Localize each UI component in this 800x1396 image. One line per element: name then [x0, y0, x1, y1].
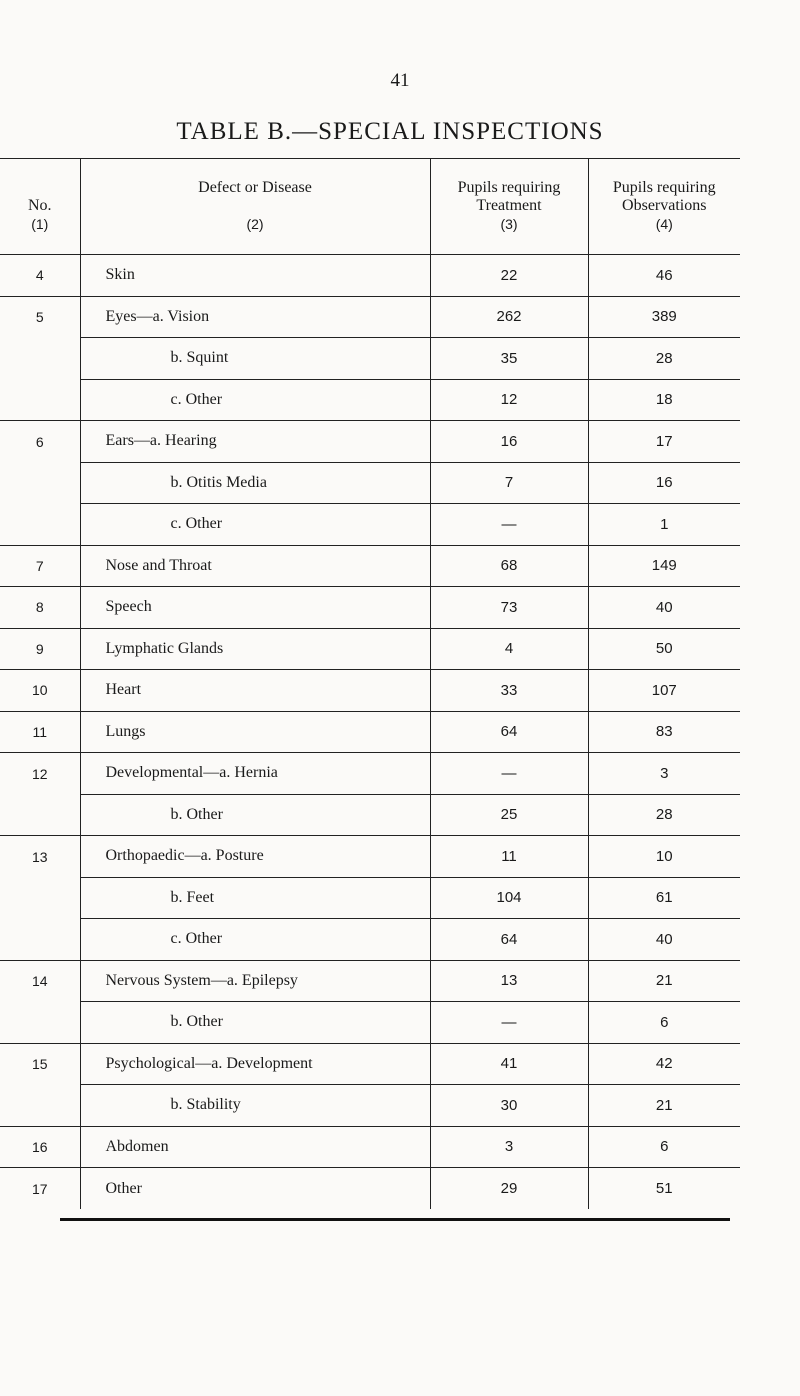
- defect-cell: [80, 1085, 430, 1127]
- row-number: 7: [0, 545, 80, 587]
- row-number: [0, 1002, 80, 1044]
- table-row: [0, 1126, 740, 1168]
- defect-label: Nose and Throat: [105, 556, 212, 574]
- table-row: [0, 1043, 740, 1085]
- treatment-count: 22: [430, 255, 588, 297]
- row-number: 12: [0, 753, 80, 795]
- treatment-count: 3: [430, 1126, 588, 1168]
- table-row: [0, 255, 740, 297]
- defect-label: Speech: [105, 598, 152, 616]
- observations-count: 61: [588, 877, 740, 919]
- observations-count: 18: [588, 379, 740, 421]
- observations-count: 21: [588, 960, 740, 1002]
- header-row: [0, 159, 740, 255]
- table-row: [0, 1168, 740, 1210]
- row-number: [0, 919, 80, 961]
- row-number: [0, 794, 80, 836]
- bottom-rule: [60, 1218, 730, 1221]
- treatment-count: 7: [430, 462, 588, 504]
- row-number: 4: [0, 255, 80, 297]
- row-number: 10: [0, 670, 80, 712]
- defect-cell: [80, 462, 430, 504]
- treatment-count: —: [430, 1002, 588, 1044]
- treatment-count: 104: [430, 877, 588, 919]
- table-row: [0, 545, 740, 587]
- table-row: [0, 587, 740, 629]
- defect-label: Nervous System—a. Epilepsy: [105, 971, 298, 989]
- defect-label: c. Other: [170, 390, 223, 408]
- treatment-count: 4: [430, 628, 588, 670]
- page-number: 41: [390, 70, 410, 91]
- observations-count: 40: [588, 919, 740, 961]
- observations-count: 46: [588, 255, 740, 297]
- row-number: 13: [0, 836, 80, 878]
- treatment-count: 41: [430, 1043, 588, 1085]
- defect-label: b. Feet: [170, 888, 215, 906]
- row-number: 11: [0, 711, 80, 753]
- treatment-count: 12: [430, 379, 588, 421]
- table-row: [0, 421, 740, 463]
- table-row: [0, 338, 740, 380]
- treatment-count: 11: [430, 836, 588, 878]
- defect-cell: [80, 504, 430, 546]
- header-observations-line1: Pupils requiring: [612, 179, 716, 196]
- observations-count: 1: [588, 504, 740, 546]
- defect-label: Abdomen: [105, 1137, 169, 1155]
- defect-label: Ears—a. Hearing: [105, 432, 217, 450]
- defect-cell: [80, 877, 430, 919]
- header-no-label: No.: [27, 197, 52, 214]
- defect-cell: [80, 421, 430, 463]
- treatment-count: 262: [430, 296, 588, 338]
- defect-cell: [80, 960, 430, 1002]
- treatment-count: 16: [430, 421, 588, 463]
- table-row: [0, 628, 740, 670]
- defect-cell: [80, 338, 430, 380]
- defect-cell: [80, 1168, 430, 1210]
- header-treatment-num: (3): [500, 216, 518, 232]
- observations-count: 389: [588, 296, 740, 338]
- observations-count: 83: [588, 711, 740, 753]
- header-defect: [80, 159, 430, 255]
- row-number: 8: [0, 587, 80, 629]
- table-row: [0, 462, 740, 504]
- observations-count: 6: [588, 1002, 740, 1044]
- defect-label: Heart: [105, 681, 142, 699]
- observations-count: 28: [588, 338, 740, 380]
- defect-label: b. Squint: [170, 349, 229, 367]
- defect-label: Orthopaedic—a. Posture: [105, 847, 264, 865]
- observations-count: 6: [588, 1126, 740, 1168]
- defect-label: b. Other: [170, 805, 223, 823]
- treatment-count: 64: [430, 711, 588, 753]
- row-number: 15: [0, 1043, 80, 1085]
- header-no-num: (1): [31, 216, 49, 232]
- header-observations: [588, 159, 740, 255]
- row-number: 6: [0, 421, 80, 463]
- defect-label: Lungs: [105, 722, 146, 740]
- defect-label: Skin: [105, 266, 135, 284]
- observations-count: 40: [588, 587, 740, 629]
- defect-cell: [80, 255, 430, 297]
- table-row: [0, 296, 740, 338]
- row-number: [0, 379, 80, 421]
- row-number: 17: [0, 1168, 80, 1210]
- defect-label: c. Other: [170, 515, 223, 533]
- table-row: [0, 794, 740, 836]
- treatment-count: 73: [430, 587, 588, 629]
- table-row: [0, 379, 740, 421]
- observations-count: 17: [588, 421, 740, 463]
- row-number: 16: [0, 1126, 80, 1168]
- observations-count: 10: [588, 836, 740, 878]
- header-defect-num: (2): [246, 216, 264, 232]
- header-observations-num: (4): [655, 216, 673, 232]
- table-row: [0, 753, 740, 795]
- defect-label: b. Otitis Media: [170, 473, 267, 491]
- defect-label: b. Stability: [170, 1096, 241, 1114]
- defect-label: c. Other: [170, 930, 223, 948]
- header-treatment: [430, 159, 588, 255]
- defect-cell: [80, 379, 430, 421]
- observations-count: 149: [588, 545, 740, 587]
- defect-cell: [80, 711, 430, 753]
- row-number: [0, 504, 80, 546]
- row-number: 5: [0, 296, 80, 338]
- table-title: TABLE B.—SPECIAL INSPECTIONS: [176, 118, 604, 145]
- defect-cell: [80, 753, 430, 795]
- defect-cell: [80, 670, 430, 712]
- treatment-count: 68: [430, 545, 588, 587]
- defect-cell: [80, 587, 430, 629]
- table-row: [0, 919, 740, 961]
- special-inspections-table: [0, 158, 740, 1209]
- defect-label: Lymphatic Glands: [105, 639, 224, 657]
- header-observations-line2: Observations: [622, 197, 707, 214]
- observations-count: 107: [588, 670, 740, 712]
- defect-cell: [80, 1126, 430, 1168]
- table-row: [0, 1002, 740, 1044]
- row-number: 14: [0, 960, 80, 1002]
- header-defect-label: Defect or Disease: [198, 179, 312, 196]
- observations-count: 16: [588, 462, 740, 504]
- defect-cell: [80, 919, 430, 961]
- row-number: [0, 462, 80, 504]
- header-treatment-line1: Pupils requiring: [457, 179, 561, 196]
- defect-label: Psychological—a. Development: [105, 1054, 313, 1072]
- table-row: [0, 711, 740, 753]
- header-treatment-line2: Treatment: [476, 197, 542, 214]
- observations-count: 42: [588, 1043, 740, 1085]
- table-row: [0, 670, 740, 712]
- observations-count: 28: [588, 794, 740, 836]
- header-no: [0, 159, 80, 255]
- defect-cell: [80, 296, 430, 338]
- row-number: [0, 877, 80, 919]
- defect-label: Eyes—a. Vision: [105, 307, 210, 325]
- treatment-count: 25: [430, 794, 588, 836]
- treatment-count: —: [430, 504, 588, 546]
- observations-count: 3: [588, 753, 740, 795]
- treatment-count: 33: [430, 670, 588, 712]
- defect-label: Developmental—a. Hernia: [105, 764, 278, 782]
- row-number: [0, 1085, 80, 1127]
- table-row: [0, 877, 740, 919]
- table-row: [0, 960, 740, 1002]
- table-row: [0, 836, 740, 878]
- row-number: [0, 338, 80, 380]
- defect-cell: [80, 1043, 430, 1085]
- treatment-count: —: [430, 753, 588, 795]
- treatment-count: 13: [430, 960, 588, 1002]
- defect-cell: [80, 794, 430, 836]
- observations-count: 21: [588, 1085, 740, 1127]
- treatment-count: 35: [430, 338, 588, 380]
- treatment-count: 30: [430, 1085, 588, 1127]
- defect-cell: [80, 628, 430, 670]
- observations-count: 50: [588, 628, 740, 670]
- defect-cell: [80, 545, 430, 587]
- row-number: 9: [0, 628, 80, 670]
- table-row: [0, 1085, 740, 1127]
- treatment-count: 29: [430, 1168, 588, 1210]
- table-row: [0, 504, 740, 546]
- defect-label: b. Other: [170, 1013, 223, 1031]
- defect-cell: [80, 836, 430, 878]
- defect-label: Other: [105, 1179, 142, 1197]
- defect-cell: [80, 1002, 430, 1044]
- observations-count: 51: [655, 1180, 673, 1197]
- treatment-count: 64: [430, 919, 588, 961]
